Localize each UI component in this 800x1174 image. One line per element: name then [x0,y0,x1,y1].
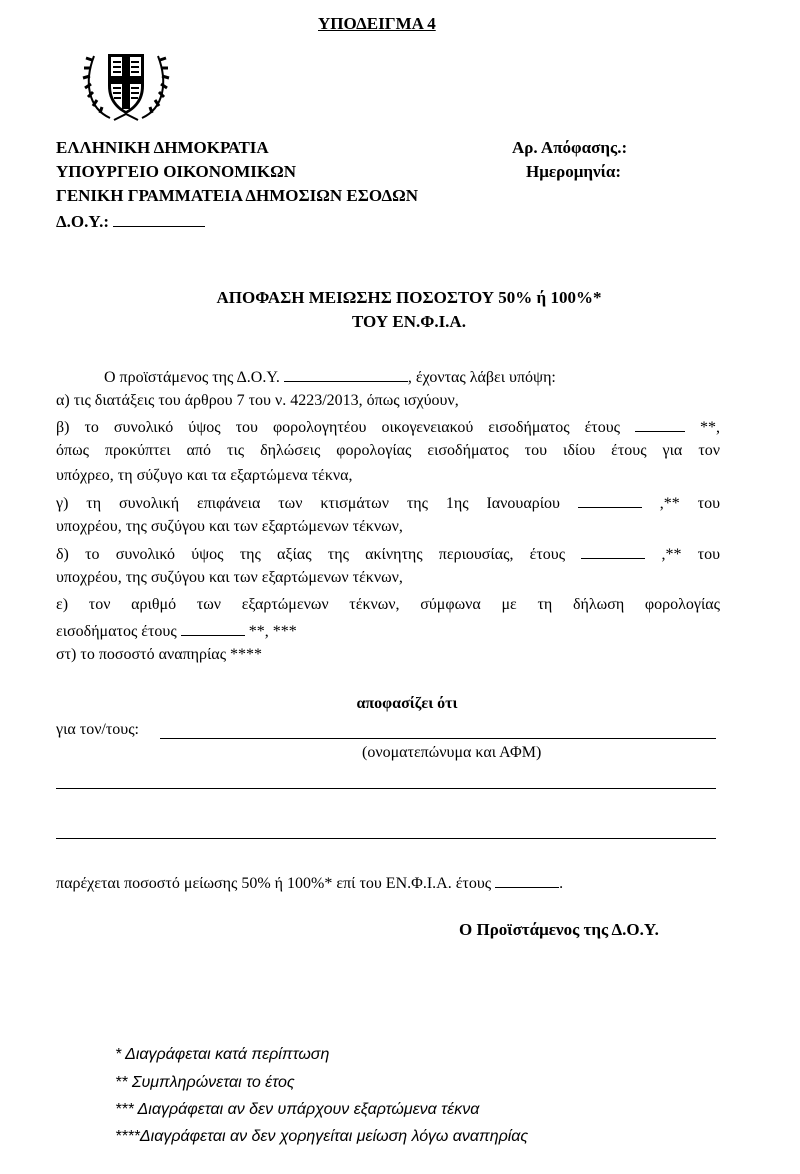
item-e-line-1: ε) τον αριθμό των εξαρτώμενων τέκνων, σύμφωνα με τη δήλωση φορολογίας [56,596,720,613]
item-c-line-1: γ) τη συνολική επιφάνεια των κτισμάτων της 1ης Ιανουαρίου ,** του [56,495,721,512]
building-year-blank [578,493,642,508]
decision-heading: αποφασίζει ότι [356,695,458,712]
footnote-1: * Διαγράφεται κατά περίπτωση [115,1046,330,1063]
item-d-line-1: δ) το συνολικό ύψος της αξίας της ακίνητης περιουσίας, έτους ,** του [56,546,721,563]
enfia-year-blank [495,873,559,888]
issuer-line-1: ΕΛΛΗΝΙΚΗ ΔΗΜΟΚΡΑΤΙΑ [56,138,269,157]
item-f: στ) το ποσοστό αναπηρίας **** [56,646,263,663]
name-hint: (ονοματεπώνυμα και ΑΦΜ) [362,744,542,761]
issuer-line-2: ΥΠΟΥΡΓΕΙΟ ΟΙΚΟΝΟΜΙΚΩΝ [56,162,297,181]
property-year-blank [581,544,645,559]
footnote-2: ** Συμπληρώνεται το έτος [115,1074,295,1091]
children-year-blank [181,621,245,636]
beneficiary-line-3 [56,838,716,839]
item-d-line-2: υποχρέου, της συζύγου και των εξαρτώμενων τέκνων, [56,569,403,586]
footnote-3: *** Διαγράφεται αν δεν υπάρχουν εξαρτώμενα τέκνα [115,1101,480,1118]
doy-field [56,212,205,232]
date-label: Ημερομηνία: [526,162,622,181]
greek-emblem-icon [80,42,172,124]
signature-label: Ο Προϊστάμενος της Δ.Ο.Υ. [459,920,659,939]
doy-name-blank [284,367,408,382]
beneficiary-line-2 [56,788,716,789]
doy-blank [113,212,205,227]
item-b-line-2: όπως προκύπτει από τις δηλώσεις φορολογίας εισοδήματος του ιδίου έτους για τον [56,442,720,459]
decision-number-label: Αρ. Απόφασης.: [512,138,628,157]
item-a: α) τις διατάξεις του άρθρου 7 του ν. 4223/2013, όπως ισχύουν, [56,392,459,409]
sample-label: ΥΠΟΔΕΙΓΜΑ 4 [318,14,436,33]
for-label: για τον/τους: [56,721,139,738]
intro-line: Ο προϊστάμενος της Δ.Ο.Υ. , έχοντας λάβει υπόψη: [104,369,556,386]
income-year-blank [635,417,685,432]
issuer-line-3: ΓΕΝΙΚΗ ΓΡΑΜΜΑΤΕΙΑ ΔΗΜΟΣΙΩΝ ΕΣΟΔΩΝ [56,186,419,205]
item-c-line-2: υποχρέου, της συζύγου και των εξαρτώμενων τέκνων, [56,518,403,535]
item-e-line-2: εισοδήματος έτους **, *** [56,623,297,640]
beneficiary-line-1 [160,738,716,739]
item-b-line-1: β) το συνολικό ύψος του φορολογητέου οικογενειακού εισοδήματος έτους **, [56,419,721,436]
doy-label: Δ.Ο.Υ.: [56,212,110,231]
item-b-line-3: υπόχρεο, τη σύζυγο και τα εξαρτώμενα τέκνα, [56,467,353,484]
document-title-line-1: ΑΠΟΦΑΣΗ ΜΕΙΩΣΗΣ ΠΟΣΟΣΤΟΥ 50% ή 100%* [216,288,602,307]
document-title-line-2: ΤΟΥ ΕΝ.Φ.Ι.Α. [352,312,466,331]
grant-line: παρέχεται ποσοστό μείωσης 50% ή 100%* επί του ΕΝ.Φ.Ι.Α. έτους . [56,875,564,892]
footnote-4: ****Διαγράφεται αν δεν χορηγείται μείωση λόγω αναπηρίας [115,1128,529,1145]
